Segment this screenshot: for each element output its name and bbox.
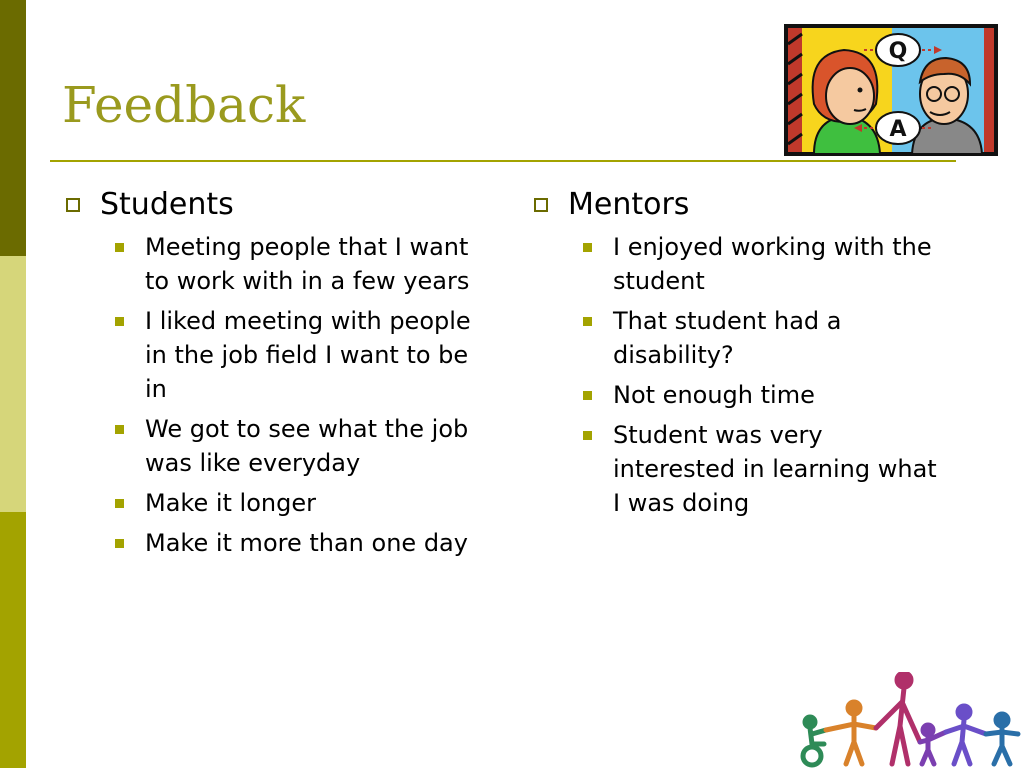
question-answer-clipart-icon [784,24,998,156]
students-list [62,230,482,560]
left-stripe-olive [0,512,26,768]
list-item-text: Student was very interested in learning what I was doing [613,421,937,517]
list-item [115,230,482,298]
list-item-text: Make it longer [145,489,316,517]
list-item-text: We got to see what the job was like everyday [145,415,469,477]
list-item [583,230,950,298]
square-bullet-icon [115,243,124,252]
square-bullet-icon [115,499,124,508]
q-letter: Q [888,39,908,64]
mentors-list [530,230,950,520]
people-holding-hands-icon [796,672,1022,768]
mentors-heading: Mentors [568,187,690,222]
students-heading: Students [100,187,234,222]
list-item [115,526,482,560]
a-letter: A [889,117,907,142]
mentors-heading-row [530,186,950,224]
list-item-text: I enjoyed working with the student [613,233,932,295]
slide-title: Feedback [62,76,306,134]
list-item [583,418,950,520]
list-item [115,486,482,520]
list-item-text: Make it more than one day [145,529,468,557]
students-column [62,186,482,566]
square-bullet-icon [115,539,124,548]
students-heading-row [62,186,482,224]
square-bullet-icon [583,391,592,400]
list-item [583,304,950,372]
list-item-text: Meeting people that I want to work with in a few years [145,233,470,295]
square-bullet-icon [583,243,592,252]
square-bullet-icon [115,425,124,434]
square-bullet-icon [583,317,592,326]
list-item [583,378,950,412]
list-item [115,412,482,480]
square-bullet-icon [115,317,124,326]
hollow-square-bullet-icon [534,198,548,212]
title-divider [50,160,956,162]
list-item-text: Not enough time [613,381,815,409]
list-item-text: That student had a disability? [613,307,842,369]
hollow-square-bullet-icon [66,198,80,212]
square-bullet-icon [583,431,592,440]
left-stripe-dark [0,0,26,256]
mentors-column [530,186,950,526]
left-stripe-light [0,256,26,512]
list-item-text: I liked meeting with people in the job field I want to be in [145,307,471,403]
list-item [115,304,482,406]
